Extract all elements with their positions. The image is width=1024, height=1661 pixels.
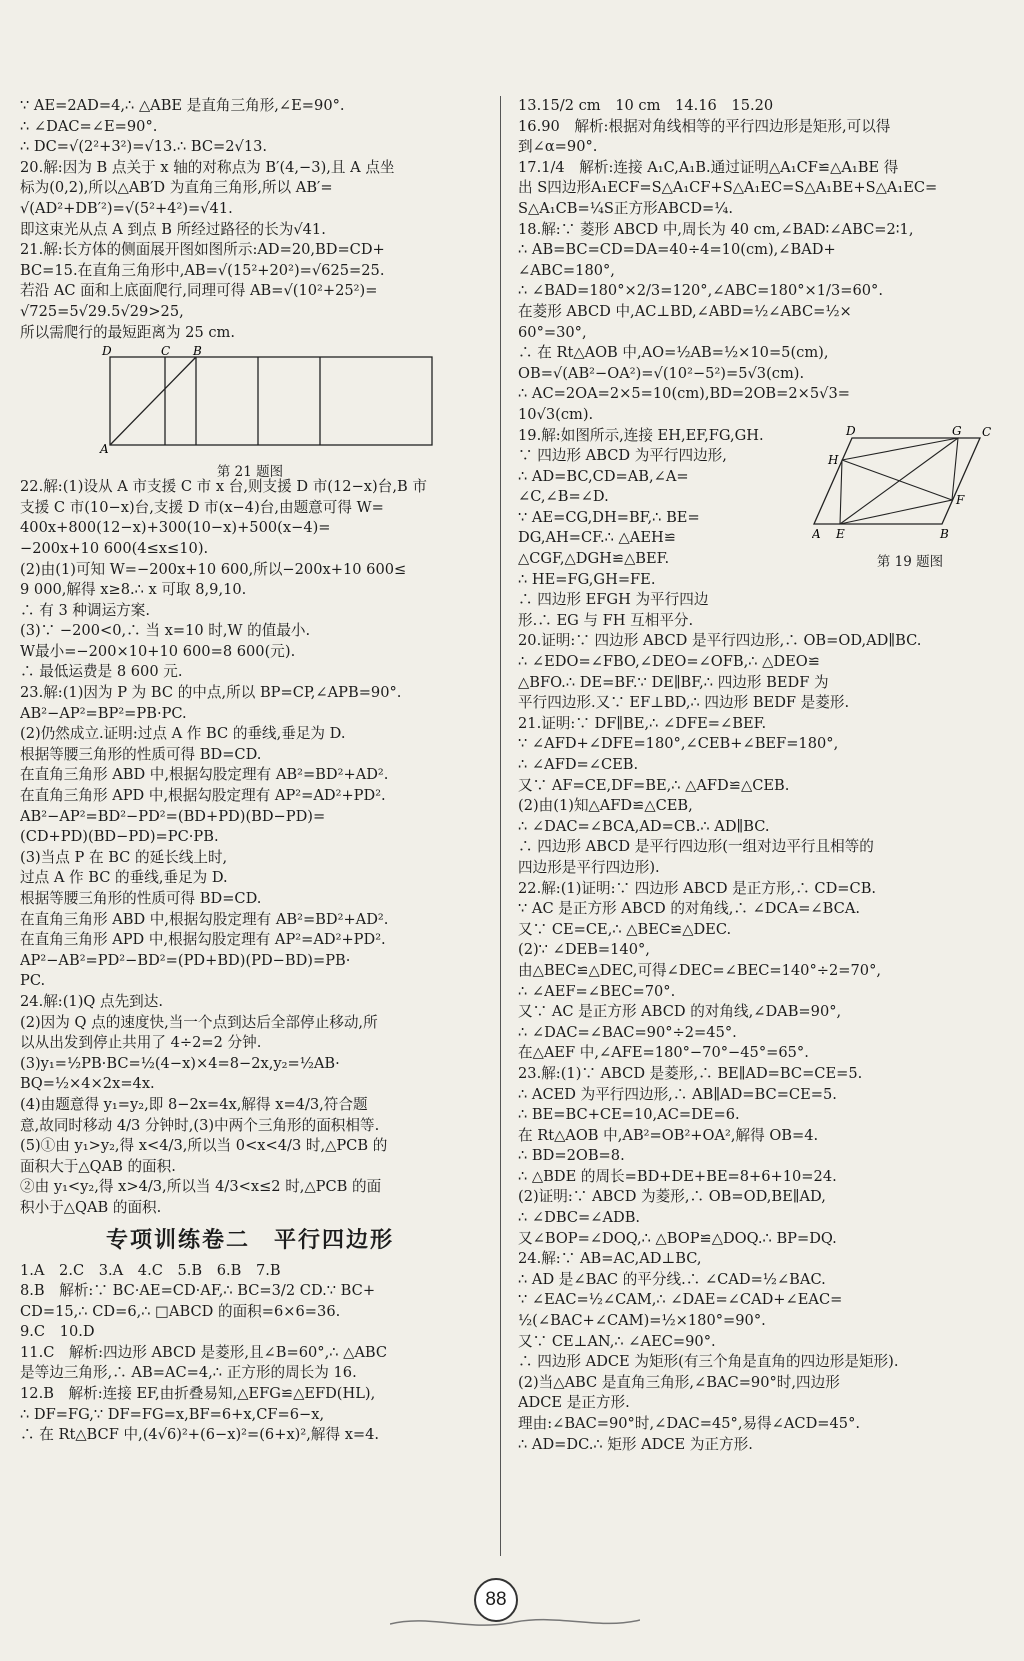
text-line: ∴ DC=√(2²+3²)=√13.∴ BC=2√13.: [20, 138, 268, 156]
text-line: ∴ AC=2OA=2×5=10(cm),BD=2OB=2×5√3=: [518, 385, 850, 403]
text-line: 18.解:∵ 菱形 ABCD 中,周长为 40 cm,∠BAD∶∠ABC=2∶1,: [518, 220, 914, 238]
text-line: ∴ ∠DAC=∠BCA,AD=CB.∴ AD∥BC.: [518, 817, 770, 835]
figure-19-caption: 第 19 题图: [876, 554, 944, 571]
text-line: ∴ AD=DC.∴ 矩形 ADCE 为正方形.: [518, 1435, 753, 1453]
text-line: 面积大于△QAB 的面积.: [20, 1157, 176, 1175]
text-line: 积小于△QAB 的面积.: [20, 1198, 162, 1216]
text-line: 出 S四边形A₁ECF=S△A₁CF+S△A₁EC=S△A₁BE+S△A₁EC=: [518, 179, 938, 197]
text-line: BQ=½×4×2x=4x.: [20, 1075, 155, 1093]
text-line: ∴ ∠EDO=∠FBO,∠DEO=∠OFB,∴ △DEO≌: [518, 653, 820, 671]
text-line: 又∵ CE⊥AN,∴ ∠AEC=90°.: [518, 1332, 716, 1350]
text-line: ∵ ∠AFD+∠DFE=180°,∠CEB+∠BEF=180°,: [518, 735, 839, 753]
text-line: 四边形是平行四边形).: [518, 858, 660, 876]
text-line: ∴ ∠DAC=∠BAC=90°÷2=45°.: [518, 1023, 737, 1041]
text-line: (CD+PD)(BD−PD)=PC·PB.: [20, 828, 219, 846]
text-line: 20.证明:∵ 四边形 ABCD 是平行四边形,∴ OB=OD,AD∥BC.: [518, 632, 922, 650]
right-column: [518, 96, 1008, 1455]
text-line: 24.解:∵ AB=AC,AD⊥BC,: [518, 1250, 702, 1268]
text-line: 在菱形 ABCD 中,AC⊥BD,∠ABD=½∠ABC=½×: [518, 302, 852, 320]
text-line: ∴ BD=2OB=8.: [518, 1147, 625, 1165]
text-line: 在直角三角形 APD 中,根据勾股定理有 AP²=AD²+PD².: [20, 931, 386, 949]
label-b: B: [940, 526, 949, 541]
text-line: BC=15.在直角三角形中,AB=√(15²+20²)=√625=25.: [20, 261, 385, 279]
label-c: C: [161, 345, 171, 359]
text-line: ∴ 在 Rt△BCF 中,(4√6)²+(6−x)²=(6+x)²,解得 x=4.: [20, 1426, 380, 1444]
text-line: 10√3(cm).: [518, 405, 594, 423]
text-line: 又∠BOP=∠DOQ,∴ △BOP≌△DOQ.∴ BP=DQ.: [518, 1229, 837, 1247]
text-line: (3)当点 P 在 BC 的延长线上时,: [20, 848, 228, 866]
text-line: 21.解:长方体的侧面展开图如图所示:AD=20,BD=CD+: [20, 241, 385, 259]
text-line: ∠C,∠B=∠D.: [518, 488, 609, 506]
label-b: B: [193, 345, 202, 359]
text-line: 60°=30°,: [518, 323, 587, 341]
text-line: 22.解:(1)设从 A 市支援 C 市 x 台,则支援 D 市(12−x)台,B 市: [20, 478, 427, 496]
label-h: H: [828, 452, 839, 467]
text-line: 9 000,解得 x≥8.∴ x 可取 8,9,10.: [20, 581, 247, 599]
left-column: [20, 96, 480, 1446]
figure-19: [812, 426, 1008, 586]
text-line: (2)∵ ∠DEB=140°,: [518, 941, 650, 959]
text-line: ∴ HE=FG,GH=FE.: [518, 570, 656, 588]
text-line: ∴ AD 是∠BAC 的平分线.∴ ∠CAD=½∠BAC.: [518, 1270, 826, 1288]
text-line: 到∠α=90°.: [518, 138, 598, 156]
text-line: 13.15/2 cm 10 cm 14.16 15.20: [518, 97, 774, 114]
label-f: F: [956, 492, 965, 507]
text-line: (2)由(1)可知 W=−200x+10 600,所以−200x+10 600≤: [20, 560, 407, 578]
text-line: AB²−AP²=BD²−PD²=(BD+PD)(BD−PD)=: [20, 807, 326, 825]
text-line: ∴ △BDE 的周长=BD+DE+BE=8+6+10=24.: [518, 1167, 837, 1185]
text-line: (2)当△ABC 是直角三角形,∠BAC=90°时,四边形: [518, 1373, 840, 1391]
text-line: 支援 C 市(10−x)台,支援 D 市(x−4)台,由题意可得 W=: [20, 498, 384, 516]
text-line: 所以需爬行的最短距离为 25 cm.: [20, 323, 236, 341]
text-line: 过点 A 作 BC 的垂线,垂足为 D.: [20, 869, 228, 887]
label-g: G: [952, 425, 962, 438]
text-line: PC.: [20, 972, 46, 990]
text-line: 9.C 10.D: [20, 1323, 95, 1341]
text-line: 即这束光从点 A 到点 B 所经过路径的长为√41.: [20, 220, 326, 238]
text-line: (5)①由 y₁>y₂,得 x<4/3,所以当 0<x<4/3 时,△PCB 的: [20, 1137, 388, 1155]
text-line: W最小=−200×10+10 600=8 600(元).: [20, 642, 296, 660]
text-line: 24.解:(1)Q 点先到达.: [20, 992, 164, 1010]
text-line: ∴ AD=BC,CD=AB,∠A=: [518, 467, 689, 485]
label-a: A: [100, 442, 109, 456]
label-d: D: [846, 425, 856, 438]
text-line: 平行四边形.又∵ EF⊥BD,∴ 四边形 BEDF 是菱形.: [518, 694, 850, 712]
footer-ornament: [390, 1612, 640, 1632]
text-line: (2)由(1)知△AFD≌△CEB,: [518, 797, 693, 815]
label-a: A: [812, 526, 821, 541]
text-line: 又∵ CE=CE,∴ △BEC≌△DEC.: [518, 920, 732, 938]
figure-21-caption: 第 21 题图: [216, 463, 284, 480]
text-line: OB=√(AB²−OA²)=√(10²−5²)=5√3(cm).: [518, 364, 805, 382]
text-line: 若沿 AC 面和上底面爬行,同理可得 AB=√(10²+25²)=: [20, 282, 378, 300]
text-line: AP²−AB²=PD²−BD²=(PD+BD)(PD−BD)=PB·: [20, 951, 351, 969]
text-line: 又∵ AC 是正方形 ABCD 的对角线,∠DAB=90°,: [518, 1003, 842, 1021]
text-line: S△A₁CB=¼S正方形ABCD=¼.: [518, 199, 734, 217]
text-line: 12.B 解析:连接 EF,由折叠易知,△EFG≌△EFD(HL),: [20, 1385, 376, 1403]
text-line: 理由:∠BAC=90°时,∠DAC=45°,易得∠ACD=45°.: [518, 1415, 861, 1432]
text-line: △BFO.∴ DE=BF.∵ DE∥BF,∴ 四边形 BEDF 为: [518, 673, 829, 691]
figure-21: [20, 345, 480, 480]
label-e: E: [836, 526, 845, 541]
text-line: ∴ ∠DAC=∠E=90°.: [20, 117, 158, 135]
text-line: ∵ AE=CG,DH=BF,∴ BE=: [518, 508, 700, 526]
text-line: ∴ 有 3 种调运方案.: [20, 601, 150, 619]
question-19-block: [518, 426, 1008, 632]
text-line: ∴ ∠DBC=∠ADB.: [518, 1209, 641, 1227]
column-divider: [500, 96, 501, 1556]
text-line: 16.90 解析:根据对角线相等的平行四边形是矩形,可以得: [518, 117, 891, 135]
text-line: 在直角三角形 ABD 中,根据勾股定理有 AB²=BD²+AD².: [20, 766, 389, 784]
text-line: △CGF,△DGH≌△BEF.: [518, 550, 670, 568]
text-line: 19.解:如图所示,连接 EH,EF,FG,GH.: [518, 426, 764, 444]
page-number: 88: [474, 1578, 518, 1622]
text-line: ∴ 四边形 ADCE 为矩形(有三个角是直角的四边形是矩形).: [518, 1353, 899, 1371]
text-line: CD=15,∴ CD=6,∴ □ABCD 的面积=6×6=36.: [20, 1302, 341, 1320]
label-d: D: [102, 345, 112, 359]
text-line: 根据等腰三角形的性质可得 BD=CD.: [20, 890, 262, 907]
text-line: ∴ 四边形 EFGH 为平行四边: [518, 591, 709, 609]
text-line: (3)∵ −200<0,∴ 当 x=10 时,W 的值最小.: [20, 622, 311, 640]
text-line: −200x+10 600(4≤x≤10).: [20, 539, 209, 557]
text-line: 22.解:(1)证明:∵ 四边形 ABCD 是正方形,∴ CD=CB.: [518, 879, 877, 897]
text-line: ∵ ∠EAC=½∠CAM,∴ ∠DAE=∠CAD+∠EAC=: [518, 1291, 843, 1309]
text-line: 标为(0,2),所以△AB′D 为直角三角形,所以 AB′=: [20, 179, 333, 197]
text-line: ∴ BE=BC+CE=10,AC=DE=6.: [518, 1106, 740, 1124]
text-line: ∵ AC 是正方形 ABCD 的对角线,∴ ∠DCA=∠BCA.: [518, 900, 860, 918]
text-line: AB²−AP²=BP²=PB·PC.: [20, 704, 187, 722]
text-line: 11.C 解析:四边形 ABCD 是菱形,且∠B=60°,∴ △ABC: [20, 1343, 388, 1361]
text-line: 形.∴ EG 与 FH 互相平分.: [518, 611, 694, 629]
text-line: (2)因为 Q 点的速度快,当一个点到达后全部停止移动,所: [20, 1013, 378, 1031]
text-line: 在直角三角形 APD 中,根据勾股定理有 AP²=AD²+PD².: [20, 787, 386, 805]
text-line: ∵ AE=2AD=4,∴ △ABE 是直角三角形,∠E=90°.: [20, 97, 345, 114]
text-line: 23.解:(1)∵ ABCD 是菱形,∴ BE∥AD=BC=CE=5.: [518, 1064, 863, 1082]
text-line: ∴ AB=BC=CD=DA=40÷4=10(cm),∠BAD+: [518, 241, 836, 259]
text-line: 由△BEC≌△DEC,可得∠DEC=∠BEC=140°÷2=70°,: [518, 961, 882, 979]
text-line: ADCE 是正方形.: [518, 1394, 630, 1412]
text-line: √725=5√29.5√29>25,: [20, 302, 184, 320]
text-line: ∴ ∠BAD=180°×2/3=120°,∠ABC=180°×1/3=60°.: [518, 282, 883, 300]
text-line: (2)仍然成立.证明:过点 A 作 BC 的垂线,垂足为 D.: [20, 725, 346, 743]
text-line: 根据等腰三角形的性质可得 BD=CD.: [20, 745, 262, 763]
section-title: 专项训练卷二 平行四边形: [105, 1227, 394, 1253]
text-line: (2)证明:∵ ABCD 为菱形,∴ OB=OD,BE∥AD,: [518, 1188, 826, 1206]
text-line: 在△AEF 中,∠AFE=180°−70°−45°=65°.: [518, 1044, 809, 1062]
text-line: 是等边三角形,∴ AB=AC=4,∴ 正方形的周长为 16.: [20, 1364, 357, 1382]
text-line: 又∵ AF=CE,DF=BE,∴ △AFD≌△CEB.: [518, 776, 790, 794]
text-line: 在 Rt△AOB 中,AB²=OB²+OA²,解得 OB=4.: [518, 1126, 819, 1144]
text-line: 20.解:因为 B 点关于 x 轴的对称点为 B′(4,−3),且 A 点坐: [20, 158, 395, 176]
text-line: 17.1/4 解析:连接 A₁C,A₁B.通过证明△A₁CF≌△A₁BE 得: [518, 158, 899, 176]
text-line: ∵ 四边形 ABCD 为平行四边形,: [518, 447, 727, 465]
text-line: 23.解:(1)因为 P 为 BC 的中点,所以 BP=CP,∠APB=90°.: [20, 684, 402, 702]
text-line: ∴ 四边形 ABCD 是平行四边形(一组对边平行且相等的: [518, 838, 874, 856]
label-c: C: [982, 425, 992, 439]
text-line: DG,AH=CF.∴ △AEH≌: [518, 529, 676, 547]
text-line: ∠ABC=180°,: [518, 261, 615, 279]
text-line: (3)y₁=½PB·BC=½(4−x)×4=8−2x,y₂=½AB·: [20, 1054, 340, 1072]
figure-21-diagram: [20, 345, 480, 455]
text-line: 以从出发到停止共用了 4÷2=2 分钟.: [20, 1034, 262, 1052]
text-line: ∴ 在 Rt△AOB 中,AO=½AB=½×10=5(cm),: [518, 344, 829, 362]
text-line: 21.证明:∵ DF∥BE,∴ ∠DFE=∠BEF.: [518, 714, 767, 732]
text-line: 400x+800(12−x)+300(10−x)+500(x−4)=: [20, 519, 331, 537]
text-line: ②由 y₁<y₂,得 x>4/3,所以当 4/3<x≤2 时,△PCB 的面: [20, 1178, 382, 1196]
figure-19-diagram: [812, 426, 1008, 546]
text-line: ∴ 最低运费是 8 600 元.: [20, 663, 183, 681]
text-line: ∴ ∠AEF=∠BEC=70°.: [518, 982, 676, 1000]
text-line: ∴ ∠AFD=∠CEB.: [518, 756, 639, 773]
text-line: ½(∠BAC+∠CAM)=½×180°=90°.: [518, 1312, 766, 1330]
text-line: √(AD²+DB′²)=√(5²+4²)=√41.: [20, 199, 233, 217]
text-line: 意,故同时移动 4/3 分钟时,(3)中两个三角形的面积相等.: [20, 1116, 380, 1134]
text-line: 1.A 2.C 3.A 4.C 5.B 6.B 7.B: [20, 1261, 281, 1279]
text-line: (4)由题意得 y₁=y₂,即 8−2x=4x,解得 x=4/3,符合题: [20, 1095, 368, 1113]
text-line: ∴ ACED 为平行四边形,∴ AB∥AD=BC=CE=5.: [518, 1085, 837, 1103]
text-line: 8.B 解析:∵ BC·AE=CD·AF,∴ BC=3/2 CD.∵ BC+: [20, 1282, 376, 1300]
text-line: ∴ DF=FG,∵ DF=FG=x,BF=6+x,CF=6−x,: [20, 1405, 325, 1423]
text-line: 在直角三角形 ABD 中,根据勾股定理有 AB²=BD²+AD².: [20, 910, 389, 928]
